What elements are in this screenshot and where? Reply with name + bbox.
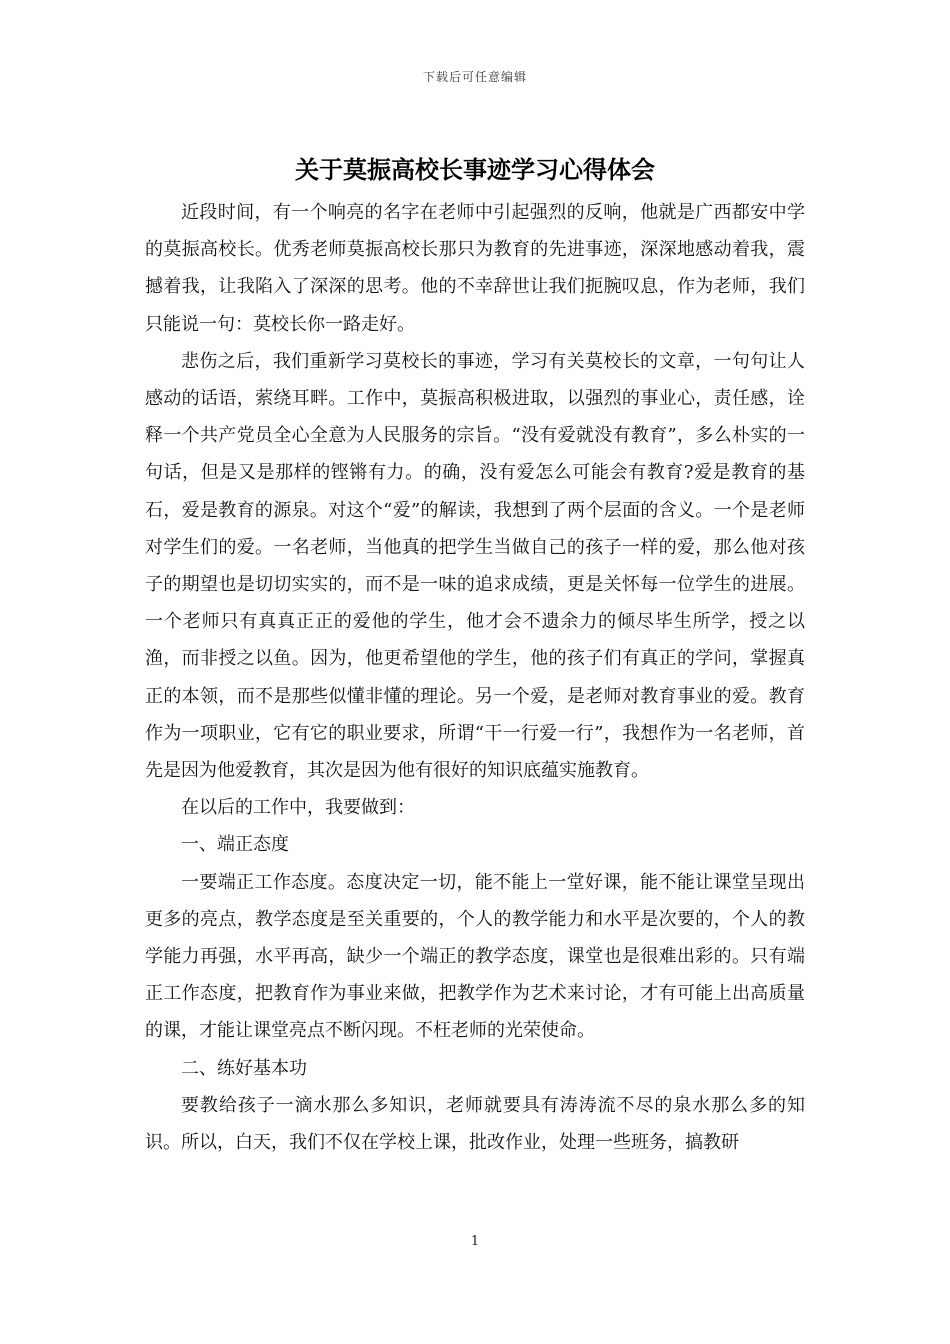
section-heading-basic-skills: 二、练好基本功 — [181, 1057, 307, 1079]
paragraph-love-of-education: 悲伤之后，我们重新学习莫校长的事迹，学习有关莫校长的文章，一句句让人感动的话语，萦绕耳畔。工作中，莫振高积极进取，以强烈的事业心，责任感，诠释一个共产党员全心全意为人民服务的宗旨。“没有爱就没有教育”，多么朴实的一句话，但是又是那样的铿锵有力。的确，没有爱怎么可能会有教育?爱是教育的基石，爱是教育的源泉。对这个“爱”的解读，我想到了两个层面的含义。一个是老师对学生们的爱。一名老师，当他真的把学生当做自己的孩子一样的爱，那么他对孩子的期望也是切切实实的，而不是一味的追求成绩，更是关怀每一位学生的进展。一个老师只有真真正正的爱他的学生，他才会不遗余力的倾尽毕生所学，授之以渔，而非授之以鱼。因为，他更希望他的学生，他的孩子们有真正的学问，掌握真正的本领，而不是那些似懂非懂的理论。另一个爱，是老师对教育事业的爱。教育作为一项职业，它有它的职业要求，所谓“干一行爱一行”，我想作为一名老师，首先是因为他爱教育，其次是因为他有很好的知识底蕴实施教育。 — [145, 350, 805, 782]
header-note: 下载后可任意编辑 — [422, 70, 527, 84]
document-body — [145, 194, 805, 1161]
paragraph-intro: 近段时间，有一个响亮的名字在老师中引起强烈的反响，他就是广西都安中学的莫振高校长。优秀老师莫振高校长那只为教育的先进事迹，深深地感动着我，震撼着我，让我陷入了深深的思考。他的不幸辞世让我们扼腕叹息，作为老师，我们只能说一句：莫校长你一路走好。 — [145, 202, 805, 335]
paragraph-attitude: 一要端正工作态度。态度决定一切，能不能上一堂好课，能不能让课堂呈现出更多的亮点，教学态度是至关重要的，个人的教学能力和水平是次要的，个人的教学能力再强，水平再高，缺少一个端正的教学态度，课堂也是很难出彩的。只有端正工作态度，把教育作为事业来做，把教学作为艺术来讨论，才有可能上出高质量的课，才能让课堂亮点不断闪现。不枉老师的光荣使命。 — [145, 871, 805, 1042]
document-title: 关于莫振高校长事迹学习心得体会 — [295, 156, 655, 184]
paragraph-basic-skills: 要教给孩子一滴水那么多知识，老师就要具有涛涛流不尽的泉水那么多的知识。所以，白天，我们不仅在学校上课，批改作业，处理一些班务，搞教研 — [145, 1094, 805, 1154]
page-number: 1 — [470, 1234, 480, 1249]
section-heading-attitude: 一、端正态度 — [181, 834, 289, 856]
paragraph-future-work: 在以后的工作中，我要做到： — [181, 797, 415, 819]
